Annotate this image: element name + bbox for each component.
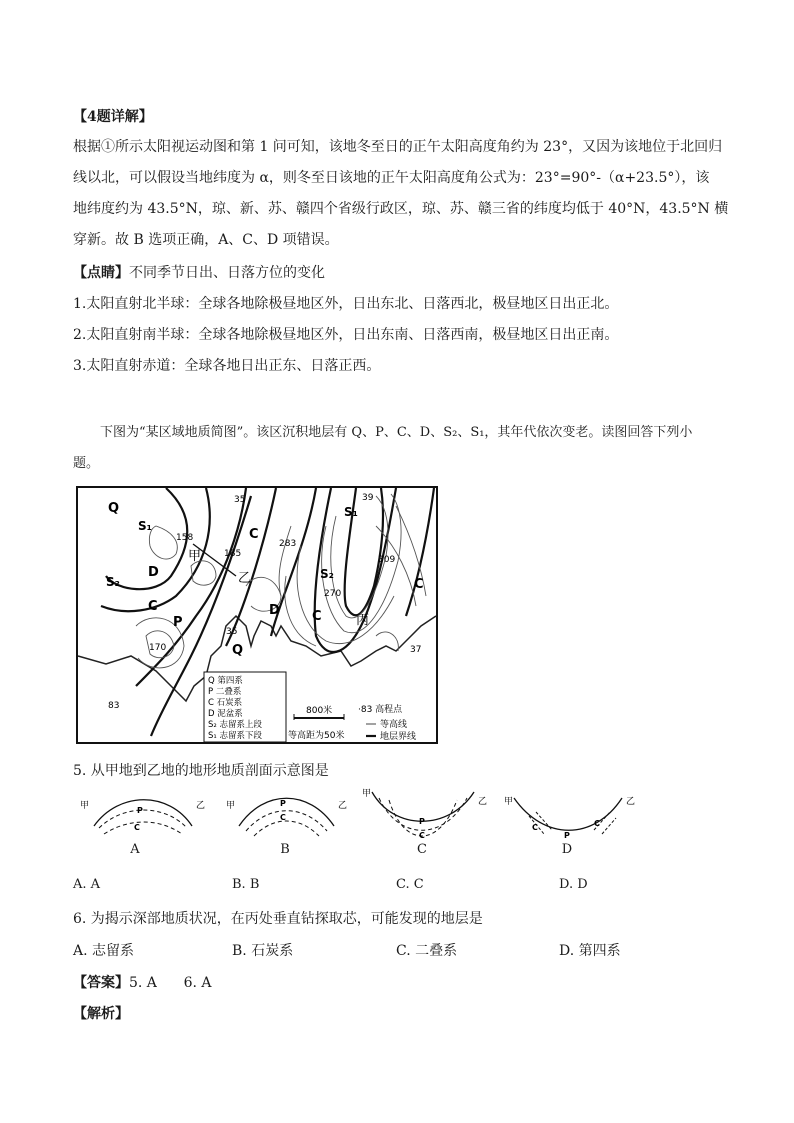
legend-q: Q 第四系 <box>208 676 243 686</box>
q5-option-d: D. D <box>559 877 588 892</box>
map-label-s1: S₁ <box>138 519 152 533</box>
svg-text:乙: 乙 <box>196 801 206 811</box>
map-label-s1-2: S₁ <box>344 505 358 519</box>
svg-text:P: P <box>419 817 425 826</box>
svg-text:甲: 甲 <box>504 797 514 807</box>
svg-text:甲: 甲 <box>362 789 372 799</box>
tip-item-1: 1.太阳直射北半球：全球各地除极昼地区外，日出东北、日落西北，极昼地区日出正北。 <box>73 296 619 312</box>
svg-text:P: P <box>137 806 143 815</box>
svg-text:甲: 甲 <box>80 801 90 811</box>
legend-boundary: 地层界线 <box>380 732 417 742</box>
q6-option-d: D. 第四系 <box>559 943 621 959</box>
svg-text:甲: 甲 <box>226 801 236 811</box>
tip-item-2: 2.太阳直射南半球：全球各地除极昼地区外，日出东南、日落西南，极昼地区日出正南。 <box>73 327 619 343</box>
place-bing: 丙 <box>356 613 370 628</box>
svg-text:C: C <box>280 813 286 822</box>
figure-label-c: C <box>417 842 427 857</box>
elev-83: 83 <box>108 701 120 711</box>
elev-283: 283 <box>279 539 297 549</box>
q5-option-a: A. A <box>73 877 101 892</box>
svg-text:乙: 乙 <box>338 801 348 811</box>
elev-35: 35 <box>234 495 246 505</box>
answer-label: 【答案】 <box>73 975 129 991</box>
tip-label: 【点睛】 <box>73 265 129 281</box>
q4-paragraph-line3: 地纬度约为 43.5°N，琼、新、苏、赣四个省级行政区，琼、苏、赣三省的纬度均低于 40°N，43.5°N 横 <box>73 201 729 217</box>
map-label-c-3: C <box>414 577 424 592</box>
elev-37: 37 <box>410 645 422 655</box>
q4-paragraph-line1: 根据①所示太阳视运动图和第 1 问可知，该地冬至日的正午太阳高度角约为 23°，又因为该地位于北回归 <box>73 139 723 155</box>
legend-s2: S₂ 志留系上段 <box>208 720 263 730</box>
q5-option-b: B. B <box>232 877 260 892</box>
map-label-q-2: Q <box>232 643 244 658</box>
scale-label: 800米 <box>306 706 333 716</box>
figure-label-a: A <box>130 842 140 857</box>
figure-label-b: B <box>280 842 290 857</box>
elev-35-2: 35 <box>226 627 238 637</box>
tip-title: 不同季节日出、日落方位的变化 <box>129 265 325 281</box>
map-label-d: D <box>148 565 159 580</box>
elev-170: 170 <box>149 643 167 653</box>
elev-39: 39 <box>362 493 374 503</box>
map-label-q: Q <box>108 501 120 516</box>
legend-elevation-point: ·83 高程点 <box>358 705 403 715</box>
geologic-map <box>76 486 438 744</box>
map-label-d-2: D <box>269 603 280 618</box>
svg-text:P: P <box>564 831 570 840</box>
place-yi: 乙 <box>238 571 252 586</box>
intro-line2: 题。 <box>73 456 100 471</box>
legend-contour: 等高线 <box>380 720 408 730</box>
map-label-c-2: C <box>249 527 259 542</box>
analysis-label: 【解析】 <box>73 1006 129 1022</box>
svg-text:C: C <box>594 819 600 828</box>
q6-option-b: B. 石炭系 <box>232 943 294 959</box>
elev-270: 270 <box>324 589 342 599</box>
map-label-c: C <box>148 599 158 614</box>
q5-option-c: C. C <box>396 877 424 892</box>
figure-label-d: D <box>561 842 573 857</box>
place-jia: 甲 <box>188 549 202 564</box>
tip-heading <box>73 262 325 282</box>
contour-interval: 等高距为50米 <box>288 731 345 741</box>
map-label-s2-2: S₂ <box>320 567 334 581</box>
svg-text:C: C <box>134 823 140 832</box>
svg-text:C: C <box>532 823 538 832</box>
q6-option-a: A. 志留系 <box>73 943 135 959</box>
elev-158: 158 <box>176 533 194 543</box>
answer-text: 5. A 6. A <box>129 975 212 991</box>
q4-heading: 【4题详解】 <box>73 109 153 125</box>
answer-line <box>73 972 212 992</box>
legend-c: C 石炭系 <box>208 698 243 708</box>
svg-text:乙: 乙 <box>626 797 636 807</box>
legend-p: P 二叠系 <box>208 687 242 697</box>
q6-option-c: C. 二叠系 <box>396 943 458 959</box>
tip-item-3: 3.太阳直射赤道：全球各地日出正东、日落正西。 <box>73 358 381 374</box>
map-label-s2: S₂ <box>106 575 120 589</box>
q4-paragraph-line4: 穿新。故 B 选项正确，A、C、D 项错误。 <box>73 232 339 248</box>
svg-text:P: P <box>280 799 286 808</box>
map-label-p: P <box>173 615 183 630</box>
legend-d: D 泥盆系 <box>208 709 243 719</box>
intro-line1: 下图为“某区域地质简图”。该区沉积地层有 Q、P、C、D、S₂、S₁，其年代依次变老。读图回答下列小 <box>100 425 693 440</box>
elev-185: 185 <box>224 549 242 559</box>
map-label-c-4: C <box>312 609 322 624</box>
q5-question: 5. 从甲地到乙地的地形地质剖面示意图是 <box>73 763 329 779</box>
elev-309: 309 <box>378 555 396 565</box>
q6-question: 6. 为揭示深部地质状况，在丙处垂直钻探取芯，可能发现的地层是 <box>73 911 483 927</box>
profile-figures <box>74 786 634 860</box>
q4-paragraph-line2: 线以北，可以假设当地纬度为 α，则冬至日该地的正午太阳高度角公式为：23°=90°-（α+23.5°），该 <box>73 170 710 186</box>
svg-text:C: C <box>419 831 425 840</box>
svg-text:乙: 乙 <box>478 797 488 807</box>
legend-s1: S₁ 志留系下段 <box>208 731 263 741</box>
